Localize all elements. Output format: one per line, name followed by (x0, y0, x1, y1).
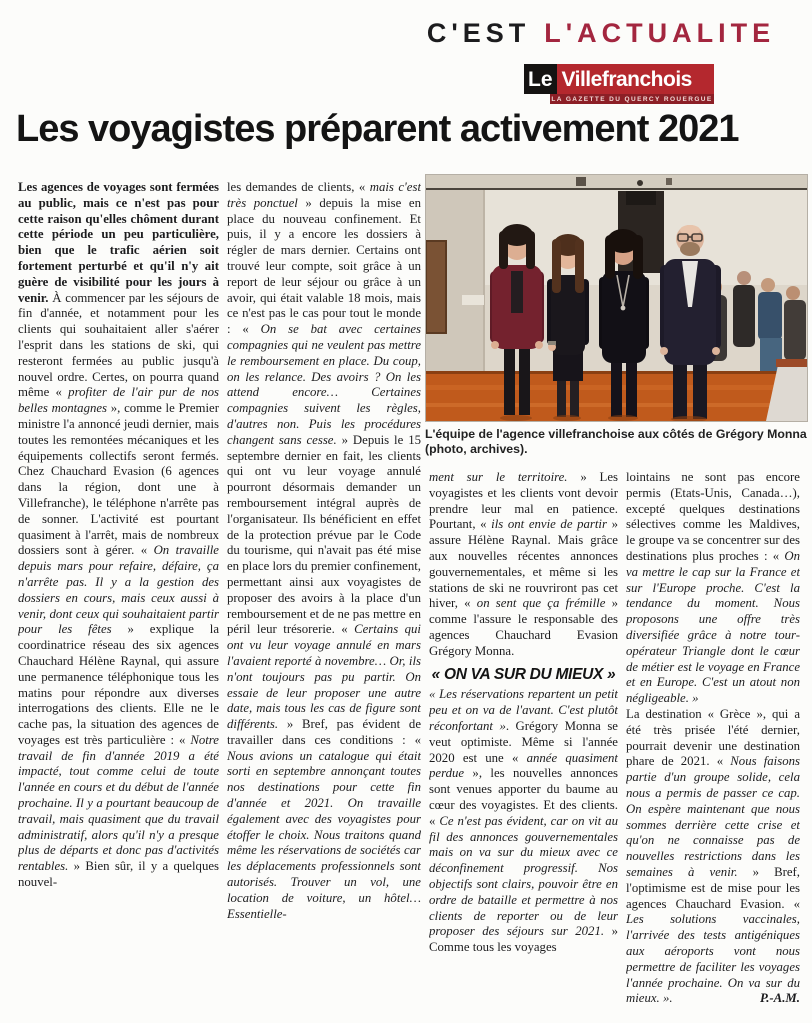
text-segment: On travaille depuis mars pour refaire, défaire, ça n'arrête pas. Il y a la gestion des dossiers en cours, mais ceux aussi à venir, dont ceux qui souhaitaient partir pour les fêtes (18, 543, 219, 637)
text-segment: » Depuis le 15 septembre dernier en fait, les clients qui ont vu leur voyage annulé pourront désormais demander un remboursement intégral auprès de l'organisateur. Ils bénéficient en effet de la protection prévue par le Code du tourisme, qui n'avait pas été mise en place lors du premier confinement, permettant ainsi aux voyagistes de proposer des avoirs à la place d'un remboursement et de ne pas mettre en péril leur trésorerie. « (227, 432, 421, 637)
article-paragraph (429, 470, 618, 660)
logo-tagline: LA GAZETTE DU QUERCY ROUERGUE (551, 96, 713, 103)
article-column-2 (227, 180, 421, 1023)
text-segment: on sent que ça frémille (476, 596, 606, 611)
text-segment: « Les réservations repartent un petit peu et on va de l'avant. C'est plutôt réconfortant » (429, 687, 618, 733)
article-paragraph (626, 707, 800, 1007)
text-segment: Nous faisons partie d'un groupe solide, cela nous a permis de passer ce cap. On espère maintenant que nous sommes derrière cette crise et qu'on ne connaisse pas de nouvelles restrictions dans les semaines à venir. (626, 754, 800, 879)
text-segment: » Les voyagistes et les clients vont devoir prendre leur mal en patience. Pourtant, « (429, 470, 618, 532)
text-segment: ment sur le territoire. (429, 470, 568, 484)
text-segment: » Bien sûr, il y a quelques nouvel- (18, 859, 219, 890)
text-segment: » comme l'assure le responsable des agences Chauchard Evasion Grégory Monna. (429, 596, 618, 658)
newspaper-logo (524, 64, 714, 104)
kicker-black: C'EST (426, 18, 531, 48)
logo-le: Le (524, 64, 557, 94)
article-columns (0, 180, 812, 1023)
text-segment: mais c'est très ponctuel (227, 180, 421, 210)
article-column-4 (626, 470, 800, 1023)
text-segment: les demandes de clients, « (227, 180, 370, 194)
text-segment: À commencer par les séjours de fin d'année, et notamment pour les clients qui souhaitaient aller s'aérer l'esprit dans les stations de ski, qui resteront fermées au public jusqu'à nouvel ordre. Certes, on pourra quand même « (18, 290, 219, 400)
text-segment: », comme le Premier ministre l'a annoncé jeudi dernier, mais toutes les remontées mécaniques et les équipements collectifs seront fermés. Chez Chauchard Evasion (6 agences dans la région, dont une à Villefranche), le téléphone n'arrête pas de sonner. L'activité est pourtant quasiment à l'arrêt, mais de nombreux dossiers sont à gérer. « (18, 401, 219, 558)
text-segment: Certains qui ont vu leur voyage annulé en mars l'avaient reporté à novembre… Or, ils n'ont toujours pas pu partir. On essaie de leur proposer une autre date, mais tous les cas de figure sont différents. (227, 622, 421, 732)
text-segment: Nous avions un catalogue qui était sorti en septembre annonçant toutes nos destinations pour cette fin d'année et 2021. On travaille également avec des voyagistes pour étoffer le choix. Nous traitons quand même les réservations de sociétés car les déplacements professionnels sont autorisés. Trouver un vol, une location de voiture, un hôtel… Essentielle- (227, 748, 421, 921)
section-kicker (400, 18, 802, 49)
text-segment: On se bat avec certaines compagnies qui ne veulent pas mettre le remboursement en place. Du coup, on les relance. Des avoirs ? On les attend encore… Certaines compagnies suivent les règles, d'autres non. Puis les procédures changent sans cesse. (227, 322, 421, 447)
text-segment: Les solutions vaccinales, l'arrivée des tests antigéniques aux aéroports vont nous permettre de faciliter les voyages l'année prochaine. On va sur du mieux. ». (626, 912, 800, 1006)
text-segment: » assure Hélène Raynal. Mais grâce aux nouvelles récentes annonces gouvernementales, et même si les stations de ski ne rouvriront pas cet hiver, « (429, 517, 618, 611)
section-subhead: « ON VA SUR DU MIEUX » (431, 665, 616, 683)
logo-name: Villefranchois (557, 64, 714, 94)
text-segment: année quasiment perdue (429, 750, 618, 781)
article-title: Les voyagistes préparent activement 2021 (16, 108, 739, 150)
text-segment: ils ont envie de partir (491, 517, 607, 532)
text-segment: Notre travail de fin d'année 2019 a été impacté, tout comme celui de toute l'année en cours et du début de l'année prochaine. Il y a pourtant beaucoup de travail, mais quasiment que du travail administratif, alors qu'il n'y a presque plus de départs et donc pas d'activités rentables. (18, 732, 219, 874)
logo-row (524, 64, 714, 94)
text-segment: Les agences de voyages sont fermées au public, mais ce n'est pas pour cette raison qu'elles chôment durant cette période un peu particulière, bien que le trafic aérien soit fortement perturbé et qu'il n'y ait guère de visibilité pour les jours à venir. (18, 180, 219, 305)
text-segment: La destination « Grèce », qui a été très prisée l'été dernier, pourrait devenir une destination phare de 2021. « (626, 706, 800, 769)
text-segment: » explique la coordinatrice réseau des six agences Chauchard Hélène Raynal, qui assure une permanence téléphonique tous les matins pour répondre aux diverses interrogations des clients. Elle ne le cache pas, la situation des agences de voyages est très particulière : « (18, 622, 219, 747)
text-segment: lointains ne sont pas encore permis (Etats-Unis, Canada…), excepté quelques destinations sélectives comme les Maldives, le groupe va se concentrer sur des destinations plus proches : « (626, 470, 800, 563)
text-segment: » Comme tous les voyages (429, 924, 618, 955)
text-segment: . Grégory Monna se veut optimiste. Même si l'année 2020 est une « (429, 718, 618, 765)
photo-caption: L'équipe de l'agence villefranchoise aux côtés de Grégory Monna (photo, archives). (425, 427, 807, 456)
article-column-3 (429, 470, 618, 1023)
text-segment: Ce n'est pas évident, car on vit au fil des annonces gouvernementales mais on va sur du mieux avec ce déconfinement progressif. Nos objectifs sont clairs, pouvoir être en ordre de bataille et permettre à nos clients de reporter ou de leur proposer des séjours sur 2021. (429, 813, 618, 939)
text-segment: » Bref, l'optimisme est de mise pour les agences Chauchard Evasion. « (626, 864, 800, 911)
article-column-1 (18, 180, 219, 1023)
article-paragraph (429, 687, 618, 956)
text-segment: » Bref, pas évident de travailler dans ces conditions : « (227, 717, 421, 747)
text-segment: On va mettre le cap sur la France et sur l'Europe proche. C'est la tendance du moment. Nous proposons une offre très diversifiée grâce à notre tour-opérateur Triangle dont le cœur de métier est le voyage en France et en Europe. C'est un atout non négligeable. » (626, 548, 800, 706)
article-byline: P.-A.M. (760, 991, 800, 1006)
kicker-red: L'ACTUALITE (544, 18, 776, 48)
text-segment: », les nouvelles annonces sont venues apporter du baume au cœur des voyagistes. Et des clients. « (429, 766, 618, 828)
article-paragraph (626, 470, 800, 707)
article-paragraph (227, 180, 421, 922)
text-segment: profiter de l'air pur de nos belles montagnes (18, 385, 219, 416)
article-paragraph (18, 180, 219, 891)
text-segment: » depuis la mise en place du nouveau confinement. Et puis, il y a encore les dossiers à régler de mars dernier. Certains ont trouvé leur compte, soit grâce à un report de leur séjour ou grâce à un avoir, qui était valable 18 mois, mais ce n'est pas le cas pour tout le monde : « (227, 195, 421, 337)
